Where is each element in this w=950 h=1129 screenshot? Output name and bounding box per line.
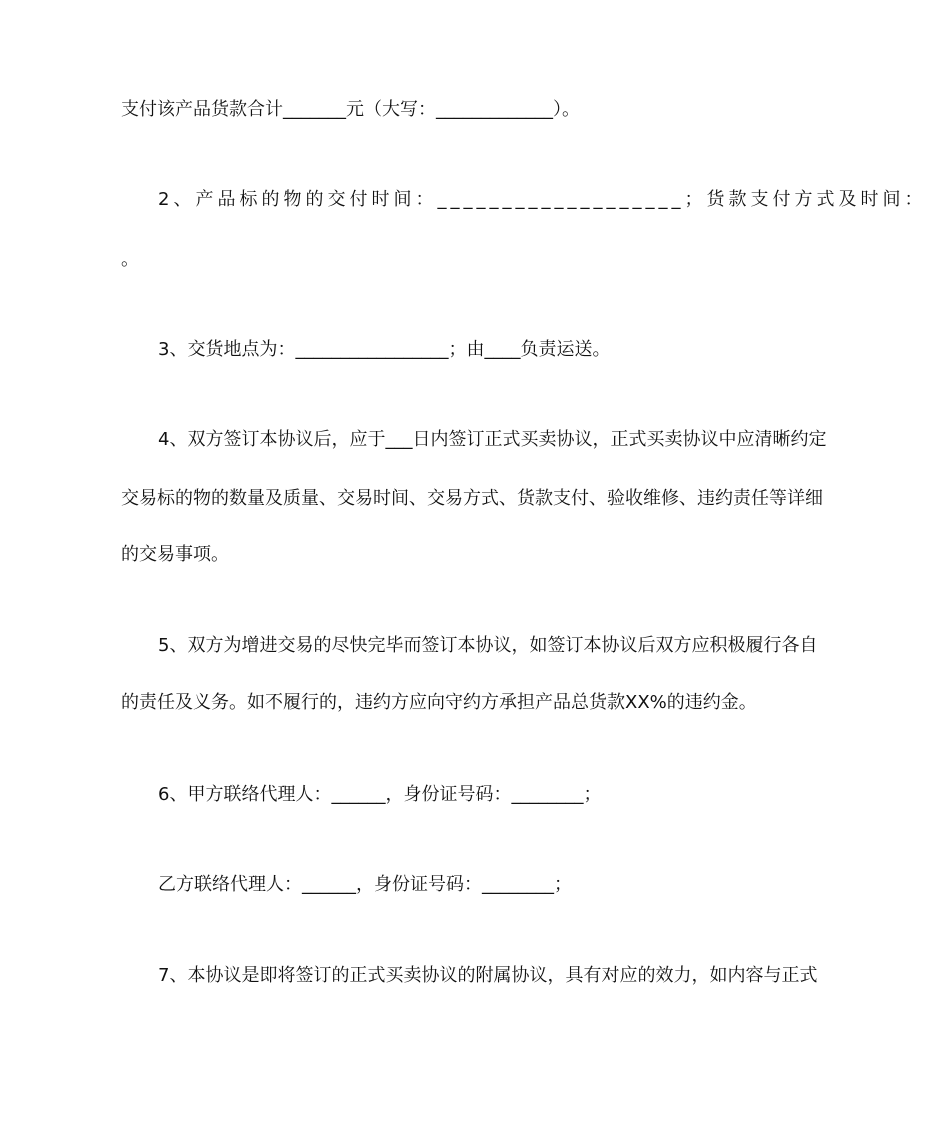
- clause-5-line-1: 5、双方为增进交易的尽快完毕而签订本协议，如签订本协议后双方应积极履行各自: [158, 635, 818, 656]
- clause-7-line-1: 7、本协议是即将签订的正式买卖协议的附属协议，具有对应的效力，如内容与正式: [158, 965, 818, 986]
- clause-2-delivery-time: 2、产品标的物的交付时间：___________________；货款支付方式及时间：: [158, 189, 927, 210]
- clause-5-line-2: 的责任及义务。如不履行的，违约方应向守约方承担产品总货款XX%的违约金。: [121, 692, 757, 713]
- clause-2-continuation: 。: [121, 249, 139, 270]
- clause-6-party-b-agent: 乙方联络代理人：______，身份证号码：________；: [158, 874, 572, 895]
- clause-3-delivery-place: 3、交货地点为：_________________；由____负责运送。: [158, 339, 611, 360]
- clause-4-line-3: 的交易事项。: [121, 544, 229, 565]
- payment-total-line: 支付该产品货款合计_______元（大写：_____________）。: [121, 99, 580, 120]
- clause-6-party-a-agent: 6、甲方联络代理人：______，身份证号码：________；: [158, 784, 602, 805]
- clause-4-line-1: 4、双方签订本协议后，应于___日内签订正式买卖协议，正式买卖协议中应清晰约定: [158, 429, 827, 450]
- clause-4-line-2: 交易标的物的数量及质量、交易时间、交易方式、货款支付、验收维修、违约责任等详细: [121, 488, 823, 509]
